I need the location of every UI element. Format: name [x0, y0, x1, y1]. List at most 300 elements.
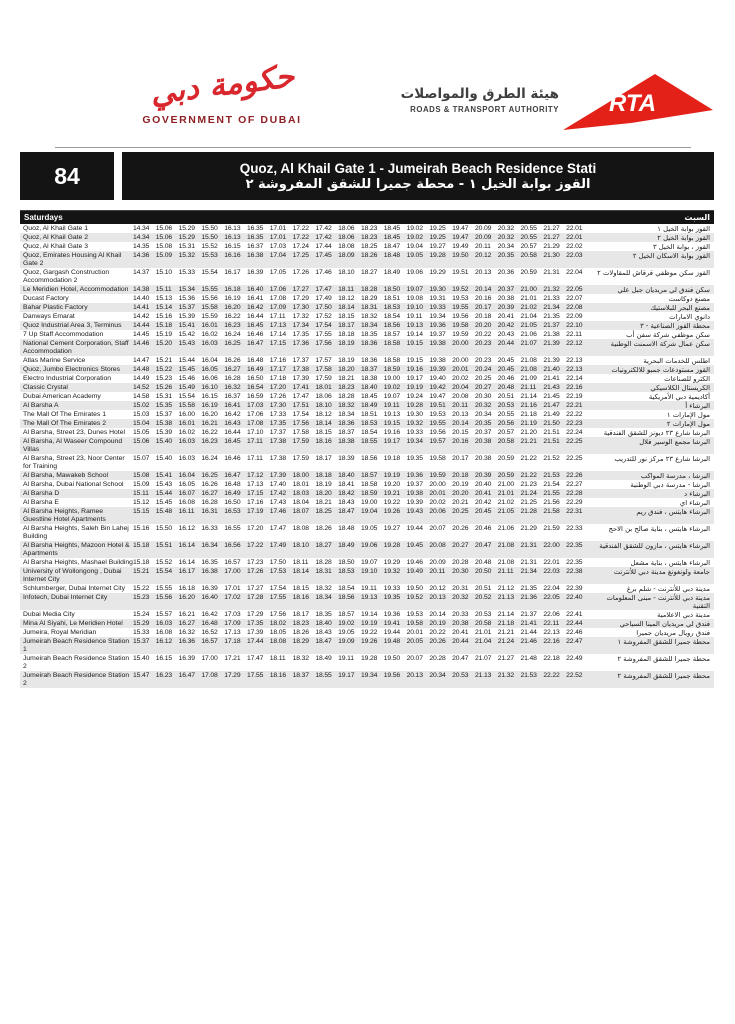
time-cell: 19.58: [429, 454, 446, 462]
time-cell: 18.01: [292, 480, 309, 488]
time-cell: 22.39: [566, 584, 583, 592]
time-cell: 21.37: [520, 610, 537, 618]
time-cell: 16.08: [155, 628, 173, 636]
time-cell: 15.12: [133, 498, 150, 506]
time-cell: 20.35: [497, 251, 515, 259]
time-cell: 16.57: [201, 637, 218, 645]
time-cell: 15.05: [133, 428, 150, 436]
departure-times: [133, 472, 589, 480]
time-cell: 15.50: [201, 233, 218, 241]
stop-name-en: Al Barsha Heights, Mazoon Hotel & Apartments: [23, 541, 130, 557]
stop-name-en: Schlumberger, Dubai Internet City: [23, 584, 126, 592]
time-cell: 18.18: [338, 330, 355, 338]
time-cell: 22.18: [543, 654, 560, 662]
time-cell: 18.21: [315, 498, 332, 506]
time-cell: 18.54: [338, 584, 355, 592]
time-cell: 20.06: [429, 507, 446, 515]
time-cell: 15.37: [133, 637, 150, 645]
time-cell: 20.42: [474, 498, 492, 506]
time-cell: 17.13: [269, 321, 287, 329]
time-cell: 19.04: [406, 242, 423, 250]
time-cell: 17.10: [246, 428, 264, 436]
time-cell: 17.17: [269, 365, 287, 373]
time-cell: 20.31: [452, 584, 469, 592]
time-cell: 17.56: [269, 610, 287, 618]
stop-name-ar: البرشا شارع ٢٣ مركز نور للتدريب: [614, 454, 710, 463]
stop-name-ar: البرشاء هايتس ، بناية صالح بن الاحج: [608, 524, 710, 533]
time-cell: 17.24: [292, 242, 309, 250]
time-cell: 20.34: [497, 242, 515, 250]
time-cell: 18.32: [315, 584, 332, 592]
time-cell: 21.31: [520, 558, 537, 566]
stop-name-en: Jumeira, Royal Meridian: [23, 628, 97, 636]
time-cell: 15.22: [155, 365, 173, 373]
table-row: [20, 224, 714, 233]
time-cell: 18.11: [338, 285, 354, 293]
time-cell: 16.27: [201, 489, 218, 497]
time-cell: 21.14: [520, 392, 537, 400]
time-cell: 16.50: [246, 374, 264, 382]
time-cell: 20.56: [497, 419, 515, 427]
time-cell: 17.27: [292, 285, 309, 293]
stop-name-en: Al Barsha, Dubai National School: [23, 480, 124, 488]
time-cell: 17.41: [292, 383, 309, 391]
time-cell: 19.33: [406, 428, 423, 436]
departure-times: [133, 611, 589, 619]
departure-times: [133, 375, 589, 383]
time-cell: 15.35: [155, 401, 173, 409]
time-cell: 16.01: [178, 419, 195, 427]
stop-name-ar: مصنع دوكاست: [668, 294, 710, 303]
departure-times: [133, 243, 589, 251]
time-cell: 19.50: [406, 584, 423, 592]
time-cell: 19.39: [429, 365, 446, 373]
time-cell: 20.42: [497, 321, 515, 329]
time-cell: 20.48: [497, 383, 515, 391]
time-cell: 15.18: [155, 321, 173, 329]
time-cell: 21.27: [497, 654, 515, 662]
time-cell: 20.35: [474, 419, 492, 427]
departure-times: [133, 672, 589, 680]
time-cell: 19.29: [383, 558, 401, 566]
time-cell: 18.17: [292, 610, 309, 618]
time-cell: 14.52: [133, 383, 150, 391]
table-row: [20, 628, 714, 637]
time-cell: 16.48: [224, 480, 241, 488]
time-cell: 18.15: [292, 584, 309, 592]
table-row: [20, 374, 714, 383]
time-cell: 20.18: [452, 471, 469, 479]
time-cell: 20.09: [474, 233, 492, 241]
time-cell: 15.40: [155, 437, 173, 445]
route-title-english: Quoz, Al Khail Gate 1 - Jumeirah Beach Residence Stati: [239, 160, 597, 176]
time-cell: 19.22: [383, 498, 401, 506]
time-cell: 19.40: [429, 374, 446, 382]
time-cell: 21.39: [543, 356, 560, 364]
rta-name-arabic: هيئة الطرق والمواصلات: [400, 86, 559, 102]
stop-name-ar: مدينة دبي للأنترنت - مبنى المعلومات التقنية: [606, 593, 710, 610]
time-cell: 20.44: [497, 339, 515, 347]
time-cell: 16.13: [224, 224, 241, 232]
time-cell: 19.55: [452, 303, 469, 311]
time-cell: 22.28: [566, 489, 583, 497]
time-cell: 20.41: [452, 628, 469, 636]
time-cell: 15.37: [155, 410, 173, 418]
time-cell: 18.29: [292, 637, 309, 645]
table-row: [20, 454, 714, 471]
time-cell: 21.27: [543, 224, 560, 232]
stop-name-ar: فندق لي مريديان المينا السياحي: [619, 619, 710, 628]
time-cell: 18.08: [338, 242, 355, 250]
time-cell: 21.20: [520, 428, 537, 436]
stop-name-en: Al Barsha, Mawakeb School: [23, 471, 109, 479]
time-cell: 18.50: [383, 285, 401, 293]
stop-name-en: Al Barsha Heights, Saleh Bin Lahej Building: [23, 524, 129, 540]
time-cell: 19.10: [360, 567, 378, 575]
time-cell: 15.34: [178, 285, 195, 293]
time-cell: 17.52: [315, 312, 332, 320]
time-cell: 21.18: [497, 619, 515, 627]
time-cell: 15.45: [178, 365, 195, 373]
time-cell: 21.02: [497, 498, 515, 506]
time-cell: 18.39: [338, 454, 355, 462]
time-cell: 18.23: [360, 233, 378, 241]
time-cell: 16.38: [201, 567, 218, 575]
time-cell: 18.32: [360, 312, 378, 320]
time-cell: 22.26: [566, 471, 583, 479]
departure-times: [133, 655, 589, 663]
time-cell: 14.44: [133, 321, 150, 329]
time-cell: 22.09: [566, 312, 583, 320]
stop-name-en: Danways Emarat: [23, 312, 75, 320]
time-cell: 15.23: [155, 374, 173, 382]
time-cell: 16.52: [201, 628, 218, 636]
time-cell: 16.33: [201, 524, 218, 532]
time-cell: 19.04: [360, 507, 378, 515]
time-cell: 18.31: [360, 303, 378, 311]
stop-name-en: Classic Crystal: [23, 383, 68, 391]
time-cell: 14.40: [133, 294, 150, 302]
time-cell: 19.50: [452, 251, 469, 259]
time-cell: 16.19: [224, 294, 241, 302]
stop-name-ar: البرشاء هايتس ، مازون للشقق الفندقية: [599, 541, 710, 550]
time-cell: 20.02: [429, 498, 446, 506]
stop-name-ar: البرشاء اي: [679, 498, 710, 507]
departure-times: [133, 322, 589, 330]
time-cell: 17.35: [269, 419, 287, 427]
time-cell: 15.11: [133, 489, 149, 497]
time-cell: 21.21: [497, 628, 515, 636]
time-cell: 19.28: [383, 541, 401, 549]
time-cell: 21.58: [543, 507, 560, 515]
table-row: [20, 251, 714, 268]
time-cell: 21.28: [520, 507, 537, 515]
time-cell: 18.31: [315, 567, 332, 575]
time-cell: 15.24: [133, 610, 150, 618]
time-cell: 22.22: [543, 671, 560, 679]
time-cell: 17.58: [315, 365, 332, 373]
time-cell: 15.52: [155, 558, 173, 566]
time-cell: 16.16: [224, 251, 241, 259]
time-cell: 17.49: [315, 294, 332, 302]
time-cell: 21.08: [497, 541, 515, 549]
time-cell: 21.07: [520, 339, 537, 347]
rta-flag-icon: [563, 70, 715, 146]
time-cell: 16.23: [155, 671, 173, 679]
time-cell: 20.00: [452, 339, 469, 347]
time-cell: 20.27: [452, 541, 469, 549]
time-cell: 21.29: [543, 242, 560, 250]
time-cell: 16.35: [201, 558, 218, 566]
time-cell: 18.59: [360, 489, 378, 497]
time-cell: 20.43: [497, 330, 515, 338]
time-cell: 18.11: [292, 558, 309, 566]
time-cell: 16.24: [224, 330, 241, 338]
time-cell: 21.41: [520, 619, 537, 627]
time-cell: 19.33: [383, 584, 401, 592]
time-cell: 16.28: [224, 374, 241, 382]
time-cell: 20.45: [497, 365, 515, 373]
time-cell: 17.11: [246, 454, 263, 462]
time-cell: 18.40: [360, 383, 378, 391]
rta-logo-text: RTA: [609, 90, 657, 117]
time-cell: 19.10: [406, 303, 423, 311]
time-cell: 21.43: [543, 383, 560, 391]
time-cell: 20.32: [452, 593, 469, 601]
time-cell: 18.43: [338, 498, 355, 506]
time-cell: 17.27: [246, 584, 264, 592]
time-cell: 20.39: [474, 471, 492, 479]
time-cell: 14.49: [133, 374, 150, 382]
time-cell: 20.16: [452, 437, 469, 445]
time-cell: 18.36: [360, 356, 378, 364]
time-cell: 21.39: [543, 339, 560, 347]
time-cell: 17.01: [269, 233, 287, 241]
time-cell: 17.11: [246, 437, 263, 445]
time-cell: 19.27: [383, 524, 401, 532]
time-cell: 17.36: [292, 339, 309, 347]
stop-name-en: Jumeirah Beach Residence Station 1: [23, 637, 130, 653]
stop-name-en: Al Barsha Heights, Ramee Guestline Hotel Apartments: [23, 507, 106, 523]
stop-name-ar: الكترو للصناعات: [664, 374, 710, 383]
time-cell: 19.14: [406, 330, 423, 338]
time-cell: 17.26: [246, 567, 264, 575]
time-cell: 17.47: [246, 654, 264, 662]
time-cell: 18.09: [338, 251, 355, 259]
table-row: [20, 428, 714, 437]
time-cell: 21.01: [497, 489, 515, 497]
time-cell: 20.04: [452, 383, 469, 391]
time-cell: 16.20: [201, 410, 218, 418]
time-cell: 18.06: [315, 392, 332, 400]
time-cell: 17.35: [246, 619, 264, 627]
stop-name-en: Bahar Plastic Factory: [23, 303, 88, 311]
time-cell: 22.44: [566, 619, 583, 627]
stop-name-ar: دانوي الامارات: [669, 312, 710, 321]
time-cell: 19.57: [429, 437, 446, 445]
time-cell: 20.24: [474, 365, 492, 373]
departure-times: [133, 252, 589, 260]
time-cell: 18.03: [292, 489, 309, 497]
time-cell: 18.59: [383, 365, 401, 373]
stop-name-ar: القوز بوابة الخيل ٢: [657, 233, 710, 242]
time-cell: 22.16: [566, 383, 583, 391]
table-row: [20, 637, 714, 654]
time-cell: 16.17: [224, 268, 241, 276]
time-cell: 15.14: [155, 303, 173, 311]
time-cell: 19.19: [406, 383, 423, 391]
time-cell: 16.59: [246, 392, 264, 400]
departure-times: [133, 499, 589, 507]
time-cell: 15.55: [201, 285, 218, 293]
time-cell: 18.49: [315, 654, 332, 662]
departure-times: [133, 629, 589, 637]
time-cell: 22.01: [566, 233, 583, 241]
time-cell: 19.38: [429, 339, 446, 347]
time-cell: 15.06: [133, 437, 150, 445]
stop-name-en: National Cement Corporation, Staff Accommodation: [23, 339, 129, 355]
time-cell: 22.13: [566, 356, 583, 364]
time-cell: 19.43: [406, 507, 423, 515]
table-row: [20, 321, 714, 330]
time-cell: 17.44: [246, 637, 264, 645]
stop-name-ar: فندق رويال مريديان جميرا: [636, 628, 710, 637]
time-cell: 16.45: [246, 321, 264, 329]
time-cell: 19.11: [383, 401, 400, 409]
time-cell: 16.57: [224, 558, 241, 566]
stop-name-ar: جامعة ولونغونغ مدينة دبي للأنترنت: [613, 567, 710, 576]
time-cell: 18.55: [315, 671, 332, 679]
time-cell: 16.36: [178, 637, 195, 645]
time-cell: 14.46: [133, 339, 150, 347]
time-cell: 16.23: [224, 321, 241, 329]
departure-times: [133, 559, 589, 567]
time-cell: 20.46: [497, 374, 515, 382]
time-cell: 18.47: [338, 507, 355, 515]
time-cell: 17.42: [315, 233, 332, 241]
time-cell: 17.40: [269, 480, 287, 488]
time-cell: 15.44: [155, 489, 173, 497]
time-cell: 19.36: [429, 321, 446, 329]
time-cell: 16.27: [224, 365, 241, 373]
time-cell: 16.37: [246, 242, 264, 250]
time-cell: 19.49: [452, 242, 469, 250]
table-row: [20, 437, 714, 454]
time-cell: 19.32: [383, 567, 401, 575]
time-cell: 19.15: [406, 339, 423, 347]
time-cell: 19.50: [383, 654, 401, 662]
time-cell: 18.32: [292, 654, 309, 662]
time-cell: 22.25: [566, 437, 583, 445]
time-cell: 14.47: [133, 356, 150, 364]
time-cell: 20.37: [497, 285, 515, 293]
time-cell: 18.38: [360, 374, 378, 382]
time-cell: 15.06: [155, 224, 173, 232]
time-cell: 20.00: [429, 480, 446, 488]
table-row: [20, 654, 714, 671]
table-row: [20, 365, 714, 374]
time-cell: 20.32: [497, 224, 515, 232]
time-cell: 15.04: [133, 419, 150, 427]
time-cell: 16.10: [201, 383, 218, 391]
time-cell: 18.28: [315, 558, 332, 566]
time-cell: 15.13: [155, 294, 173, 302]
time-cell: 17.45: [315, 251, 332, 259]
time-cell: 19.18: [383, 454, 401, 462]
time-cell: 20.17: [474, 303, 492, 311]
time-cell: 19.16: [383, 428, 401, 436]
time-cell: 19.32: [406, 419, 423, 427]
table-row: [20, 401, 714, 410]
time-cell: 17.11: [269, 312, 286, 320]
time-cell: 20.51: [474, 584, 492, 592]
departure-times: [133, 331, 589, 339]
time-cell: 20.39: [497, 303, 515, 311]
time-cell: 17.03: [224, 610, 241, 618]
time-cell: 15.15: [133, 507, 150, 515]
time-cell: 18.25: [360, 242, 378, 250]
time-cell: 17.56: [315, 339, 332, 347]
time-cell: 19.28: [429, 251, 446, 259]
time-cell: 19.53: [452, 294, 469, 302]
time-cell: 20.55: [520, 233, 537, 241]
time-cell: 20.25: [452, 507, 469, 515]
time-cell: 17.29: [292, 294, 309, 302]
time-cell: 18.57: [338, 610, 355, 618]
time-cell: 14.58: [133, 392, 150, 400]
time-cell: 20.41: [497, 312, 515, 320]
time-cell: 18.38: [338, 437, 355, 445]
time-cell: 17.15: [246, 489, 264, 497]
time-cell: 18.42: [338, 489, 355, 497]
time-cell: 14.34: [133, 224, 150, 232]
time-cell: 15.57: [155, 610, 173, 618]
time-cell: 16.42: [224, 410, 241, 418]
time-cell: 16.49: [246, 365, 264, 373]
time-cell: 18.45: [383, 224, 401, 232]
time-cell: 17.49: [269, 541, 287, 549]
header-divider: [55, 147, 691, 148]
table-row: [20, 671, 714, 688]
time-cell: 17.02: [224, 593, 241, 601]
time-cell: 17.26: [269, 392, 287, 400]
time-cell: 20.02: [452, 374, 469, 382]
time-cell: 18.19: [315, 480, 332, 488]
time-cell: 21.22: [520, 471, 537, 479]
time-cell: 18.05: [269, 628, 287, 636]
time-cell: 19.02: [406, 224, 423, 232]
time-cell: 15.52: [201, 242, 218, 250]
stop-name-ar: البرشاء أ: [685, 401, 710, 410]
time-cell: 18.27: [360, 268, 378, 276]
stop-name-ar: أكاديمية دبي الأمريكية: [648, 392, 710, 401]
time-cell: 18.00: [292, 471, 309, 479]
time-cell: 16.23: [201, 437, 218, 445]
time-cell: 16.05: [178, 480, 195, 488]
time-cell: 19.58: [406, 619, 423, 627]
time-cell: 20.08: [452, 392, 469, 400]
time-cell: 21.27: [543, 233, 560, 241]
time-cell: 17.51: [292, 401, 309, 409]
time-cell: 15.16: [155, 312, 173, 320]
time-cell: 18.45: [360, 392, 378, 400]
time-cell: 15.09: [155, 251, 173, 259]
time-cell: 19.02: [338, 619, 355, 627]
time-cell: 15.23: [133, 593, 150, 601]
time-cell: 19.22: [360, 628, 378, 636]
time-cell: 17.28: [246, 593, 264, 601]
time-cell: 18.14: [338, 303, 355, 311]
